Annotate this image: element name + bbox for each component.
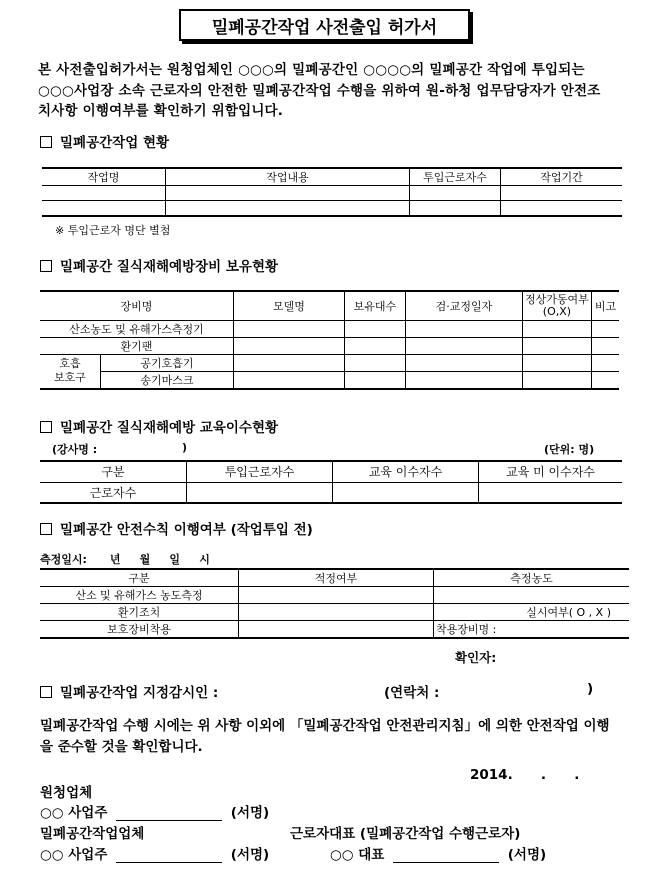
checkbox-icon[interactable] bbox=[40, 421, 52, 433]
intro-paragraph: 본 사전출입허가서는 원청업체인 ○○○의 밀폐공간인 ○○○○의 밀폐공간 작업에 투입되는 ○○○사업장 소속 근로자의 안전한 밀폐공간작업 수행을 위하여 원-하청 업무담당자가 안전조치사항 이행여부를 확인하기 위함입니다. bbox=[38, 62, 601, 119]
equipment-name: 산소농도 및 유해가스측정기 bbox=[40, 320, 233, 337]
header-cell: 보유대수 bbox=[344, 291, 405, 320]
header-cell: 구분 bbox=[40, 569, 239, 587]
input-cell[interactable] bbox=[501, 201, 623, 216]
header-cell: 구분 bbox=[40, 461, 187, 482]
respiratory-group-label: 호흡 보호구 bbox=[40, 354, 101, 389]
row-label: 근로자수 bbox=[40, 482, 187, 503]
closing-statement: 밀폐공간작업 수행 시에는 위 사항 이외에 「밀폐공간작업 안전관리지침」에 의한 안전작업 이행을 준수할 것을 확인합니다. bbox=[40, 718, 610, 755]
value-cell[interactable]: 실시여부( O , X ) bbox=[434, 604, 630, 621]
header-cell: 비고 bbox=[591, 291, 619, 320]
input-cell[interactable] bbox=[166, 186, 410, 201]
section5-heading bbox=[40, 681, 218, 701]
equipment-name: 공기호흡기 bbox=[101, 354, 234, 371]
page-title-text: 밀폐공간작업 사전출입 허가서 bbox=[211, 17, 438, 38]
input-cell[interactable] bbox=[410, 186, 501, 201]
checkbox-icon[interactable] bbox=[40, 136, 52, 148]
input-cell[interactable] bbox=[522, 354, 591, 371]
input-cell[interactable] bbox=[333, 482, 479, 503]
checkbox-icon[interactable] bbox=[40, 523, 52, 535]
sign-label: (서명) bbox=[230, 847, 270, 863]
section1-heading-text: 밀폐공간작업 현황 bbox=[60, 135, 170, 151]
contact-label: (연락처 : bbox=[384, 685, 440, 701]
worker-list-note: ※ 투입근로자 명단 별첨 bbox=[55, 224, 171, 237]
sub-owner-label: ○○ 사업주 bbox=[40, 847, 108, 863]
input-cell[interactable] bbox=[591, 371, 619, 389]
section5-heading-text: 밀폐공간작업 지정감시인 : bbox=[60, 685, 219, 701]
equipment-name: 환기팬 bbox=[40, 337, 233, 354]
input-cell[interactable] bbox=[187, 482, 333, 503]
input-cell[interactable] bbox=[591, 337, 619, 354]
sub-owner-line bbox=[40, 843, 269, 863]
input-cell[interactable] bbox=[239, 621, 434, 639]
unit-label: (단위: 명) bbox=[544, 443, 595, 456]
section4-heading-text: 밀폐공간 안전수칙 이행여부 (작업투입 전) bbox=[60, 522, 313, 538]
input-cell[interactable] bbox=[42, 186, 166, 201]
input-cell[interactable] bbox=[166, 201, 410, 216]
header-cell: 정상가동여부(O,X) bbox=[522, 291, 591, 320]
input-cell[interactable] bbox=[410, 201, 501, 216]
sign-label: (서명) bbox=[507, 847, 547, 863]
input-cell[interactable] bbox=[344, 337, 405, 354]
section4-heading bbox=[40, 518, 313, 538]
worker-rep-label: 근로자대표 (밀폐공간작업 수행근로자) bbox=[290, 826, 521, 842]
input-cell[interactable] bbox=[479, 482, 623, 503]
header-cell: 검·교정일자 bbox=[405, 291, 522, 320]
input-cell[interactable] bbox=[591, 354, 619, 371]
safety-rules-table bbox=[40, 568, 629, 639]
section3-heading-text: 밀폐공간 질식재해예방 교육이수현황 bbox=[60, 420, 279, 436]
confirmer-label: 확인자: bbox=[455, 650, 497, 665]
signature-line[interactable] bbox=[116, 862, 222, 863]
header-cell: 투입근로자수 bbox=[187, 461, 333, 482]
signature-line[interactable] bbox=[116, 820, 222, 821]
instructor-close: ) bbox=[182, 441, 188, 454]
input-cell[interactable] bbox=[239, 604, 434, 621]
header-cell: 적정여부 bbox=[239, 569, 434, 587]
section2-heading bbox=[40, 255, 278, 275]
equipment-table bbox=[40, 290, 619, 390]
measure-date: 측정일시: 년 월 일 시 bbox=[40, 553, 210, 566]
section3-heading bbox=[40, 416, 278, 436]
header-cell: 작업기간 bbox=[501, 168, 623, 186]
header-cell: 교육 이수자수 bbox=[333, 461, 479, 482]
header-cell: 모델명 bbox=[233, 291, 344, 320]
input-cell[interactable] bbox=[522, 320, 591, 337]
input-cell[interactable] bbox=[405, 354, 522, 371]
input-cell[interactable] bbox=[522, 371, 591, 389]
sign-label: (서명) bbox=[230, 805, 270, 821]
section1-heading bbox=[40, 131, 169, 151]
input-cell[interactable] bbox=[344, 320, 405, 337]
input-cell[interactable] bbox=[233, 354, 344, 371]
prime-owner-label: ○○ 사업주 bbox=[40, 805, 108, 821]
row-label: 산소 및 유해가스 농도측정 bbox=[40, 587, 239, 604]
prime-owner-line bbox=[40, 801, 269, 821]
checkbox-icon[interactable] bbox=[40, 260, 52, 272]
input-cell[interactable] bbox=[344, 354, 405, 371]
instructor-label: (강사명 : bbox=[52, 443, 98, 456]
input-cell[interactable] bbox=[501, 186, 623, 201]
checkbox-icon[interactable] bbox=[40, 686, 52, 698]
subcontractor-label: 밀폐공간작업업체 bbox=[40, 826, 145, 842]
worker-rep-name: ○○ 대표 bbox=[330, 847, 385, 863]
header-cell: 작업명 bbox=[42, 168, 166, 186]
input-cell[interactable] bbox=[344, 371, 405, 389]
education-table bbox=[40, 460, 622, 504]
header-cell: 교육 미 이수자수 bbox=[479, 461, 623, 482]
input-cell[interactable] bbox=[233, 337, 344, 354]
input-cell[interactable] bbox=[405, 371, 522, 389]
date: 2014. . . bbox=[470, 767, 580, 783]
header-cell: 장비명 bbox=[40, 291, 233, 320]
input-cell[interactable] bbox=[233, 320, 344, 337]
header-cell: 작업내용 bbox=[166, 168, 410, 186]
header-cell: 투입근로자수 bbox=[410, 168, 501, 186]
contact-close: ) bbox=[587, 681, 594, 697]
input-cell[interactable] bbox=[239, 587, 434, 604]
worker-rep-line bbox=[330, 843, 546, 863]
input-cell[interactable] bbox=[591, 320, 619, 337]
header-cell: 측정농도 bbox=[434, 569, 630, 587]
equipment-name: 송기마스크 bbox=[101, 371, 234, 389]
prime-contractor-label: 원청업체 bbox=[40, 785, 93, 801]
row-label: 보호장비착용 bbox=[40, 621, 239, 639]
input-cell[interactable] bbox=[522, 337, 591, 354]
section2-heading-text: 밀폐공간 질식재해예방장비 보유현황 bbox=[60, 259, 279, 275]
row-label: 환기조치 bbox=[40, 604, 239, 621]
input-cell[interactable] bbox=[233, 371, 344, 389]
value-cell[interactable] bbox=[434, 587, 630, 604]
value-cell[interactable]: 착용장비명 : bbox=[434, 621, 630, 639]
input-cell[interactable] bbox=[405, 320, 522, 337]
input-cell[interactable] bbox=[42, 201, 166, 216]
signature-line[interactable] bbox=[393, 862, 499, 863]
page-title bbox=[179, 9, 470, 41]
work-status-table bbox=[42, 167, 622, 217]
input-cell[interactable] bbox=[405, 337, 522, 354]
